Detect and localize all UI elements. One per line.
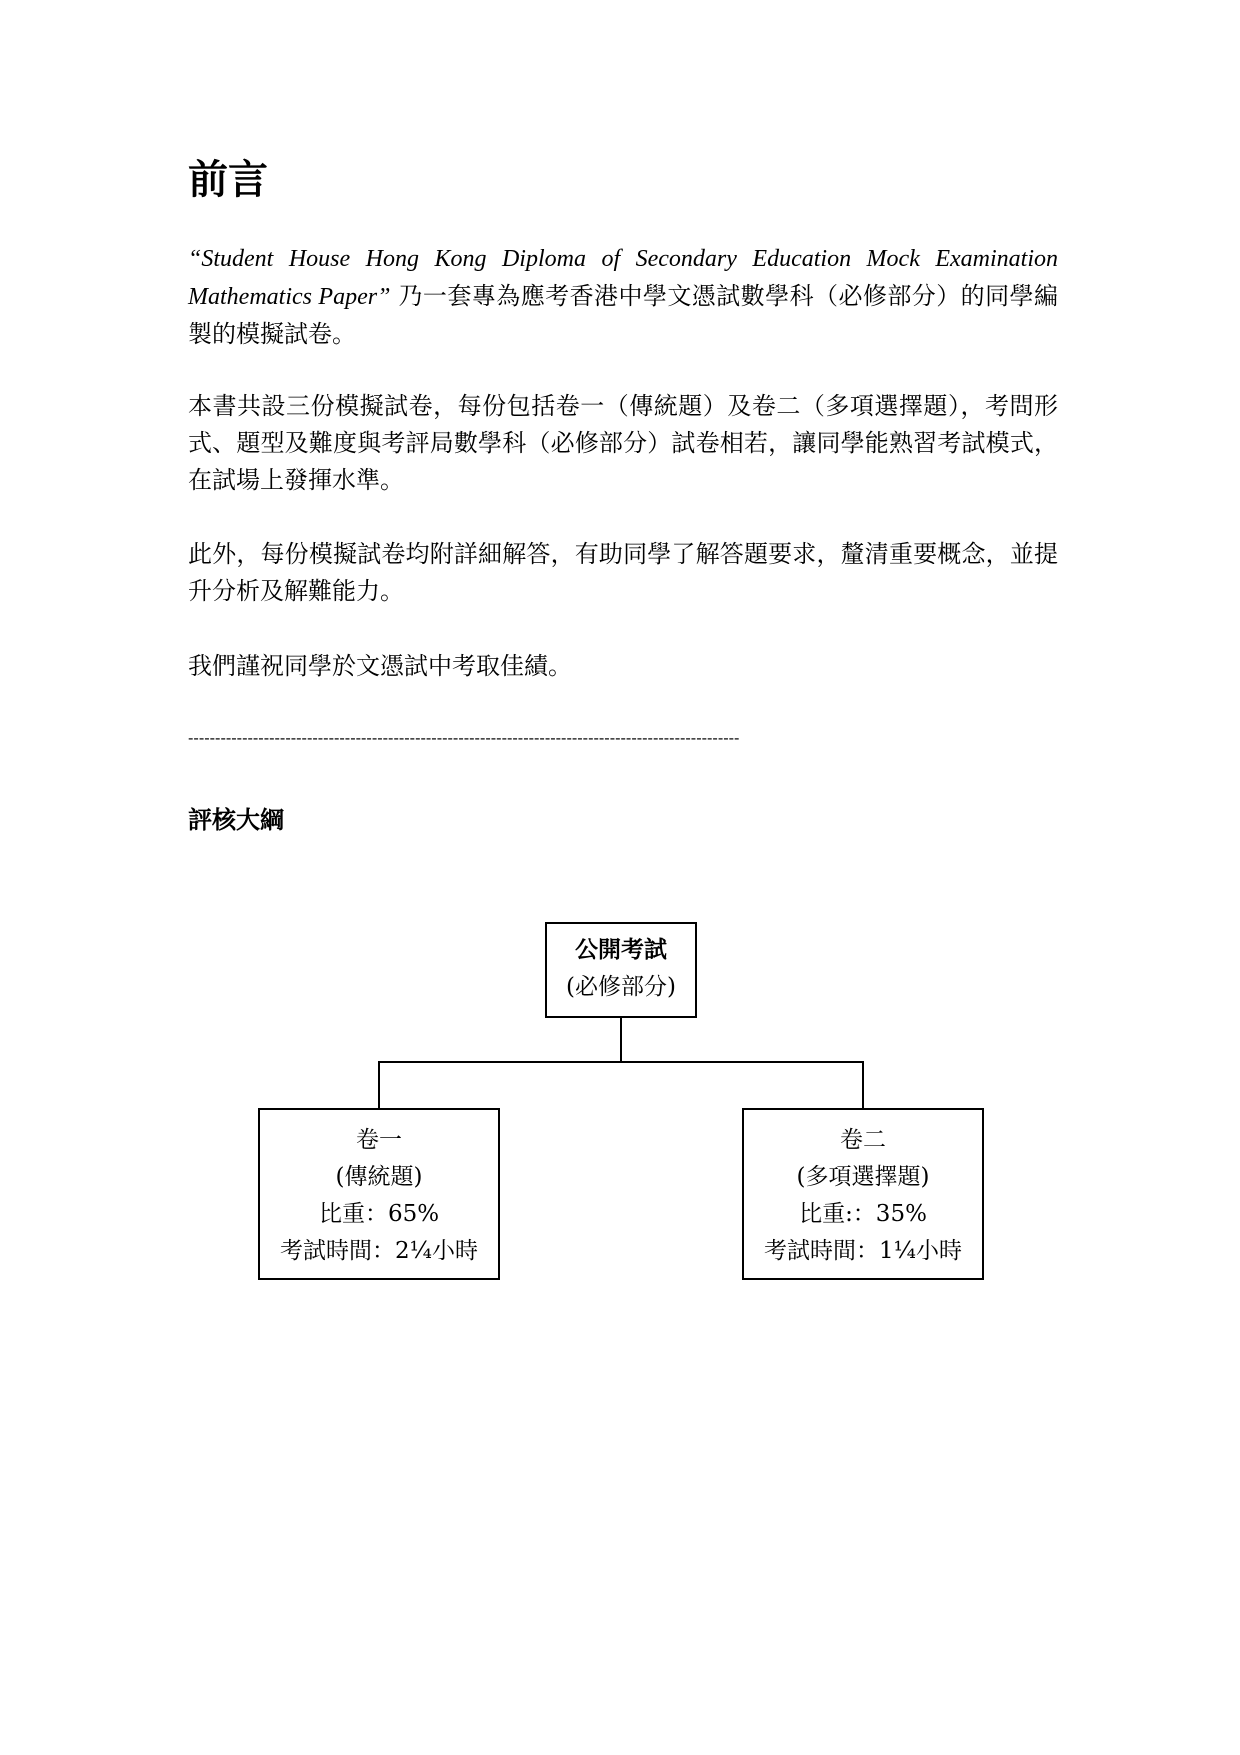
root-box-title: 公開考試	[575, 937, 667, 963]
paper1-weight: 比重：65%	[318, 1201, 440, 1227]
paper2-name: 卷二	[840, 1127, 886, 1153]
paper1-type: (傳統題)	[335, 1164, 423, 1190]
paper2-weight: 比重:：35%	[799, 1201, 927, 1227]
connector-root-vertical	[620, 1018, 622, 1063]
preface-paragraph-2: 本書共設三份模擬試卷，每份包括卷一（傳統題）及卷二（多項選擇題），考問形式、題型及難度與考評局數學科（必修部分）試卷相若，讓同學能熟習考試模式，在試場上發揮水準。	[188, 392, 1058, 494]
paper2-type: (多項選擇題)	[796, 1164, 930, 1190]
root-box-public-exam	[545, 922, 697, 1018]
preface-paragraph-1	[188, 240, 1058, 353]
paper-name-english: “Student House Hong Kong Diploma of Secondary Education Mock Examination Mathematics Paper”	[188, 246, 1058, 310]
root-box-subtitle: (必修部分)	[566, 974, 676, 1000]
paper1-box	[258, 1108, 500, 1280]
dashed-divider: ------------------------------------------------------------------------------------------------------	[188, 728, 740, 747]
preface-paragraph-4: 我們謹祝同學於文憑試中考取佳績。	[188, 652, 572, 680]
section-title: 評核大綱	[188, 806, 284, 834]
page-title: 前言	[188, 157, 268, 203]
connector-left-vertical	[378, 1061, 380, 1108]
preface-paragraph-1-text: 乃一套專為應考香港中學文憑試數學科（必修部分）的同學編製的模擬試卷。	[188, 282, 1058, 348]
connector-horizontal	[378, 1061, 864, 1063]
paper1-time: 考試時間：2¼小時	[280, 1238, 478, 1264]
paper2-time: 考試時間：1¼小時	[764, 1238, 962, 1264]
paper1-name: 卷一	[356, 1127, 402, 1153]
connector-right-vertical	[862, 1061, 864, 1108]
preface-paragraph-3: 此外，每份模擬試卷均附詳細解答，有助同學了解答題要求，釐清重要概念，並提升分析及解難能力。	[188, 540, 1058, 605]
paper2-box	[742, 1108, 984, 1280]
